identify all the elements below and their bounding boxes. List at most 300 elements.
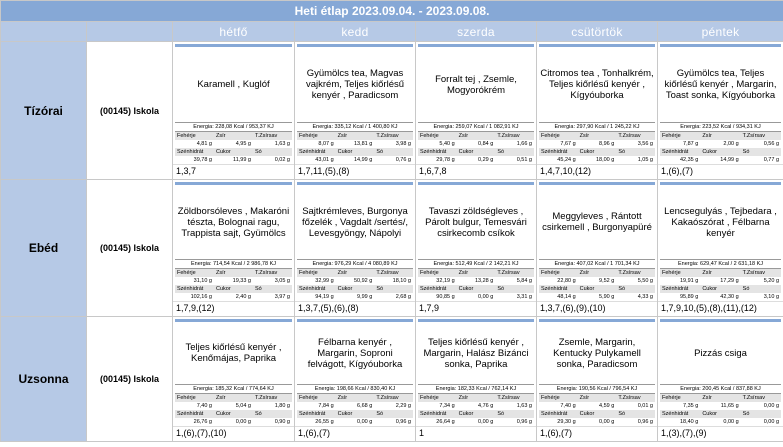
meal-row <box>1 317 783 442</box>
dish-name: Sajtkrémleves, Burgonya főzelék , Vagdalt /sertés/, Levesgyöngy, Nápolyi <box>302 205 408 239</box>
sugar-value: 14,99 g <box>353 157 373 163</box>
nutrition-row <box>539 394 655 402</box>
fat-label: Zsír <box>578 269 617 277</box>
nutrition-row <box>175 140 292 148</box>
saturated-fat-value: 5,20 g <box>763 278 780 284</box>
protein-label: Fehérje <box>418 132 457 140</box>
fat-value: 4,95 g <box>235 141 251 147</box>
meal-name: Tízórai <box>1 42 87 180</box>
nutrition-row <box>297 269 413 277</box>
nutrition-row <box>297 285 413 293</box>
allergen-codes: 1,7,9,(12) <box>173 301 294 315</box>
protein-label: Fehérje <box>175 132 214 140</box>
nutrition-row <box>539 418 655 426</box>
nutrition-row <box>660 132 781 140</box>
saturated-fat-value: 5,84 g <box>516 278 532 284</box>
nutrition-row <box>297 293 413 301</box>
salt-value: 2,68 g <box>395 294 411 300</box>
meal-name: Ebéd <box>1 180 87 317</box>
carbohydrate-label: Szénhidrát <box>175 148 214 156</box>
header-blank <box>1 22 87 42</box>
salt-label: Só <box>495 148 534 156</box>
saturated-fat-label: T.Zsírsav <box>374 269 413 277</box>
dish-name: Meggyleves , Rántott csirkemell , Burgonyapüré <box>542 211 652 233</box>
nutrition-row <box>660 402 781 410</box>
nutrition-row <box>418 132 534 140</box>
salt-label: Só <box>616 148 655 156</box>
nutrition-row <box>539 140 655 148</box>
protein-value: 22,80 g <box>557 278 576 284</box>
nutrition-row <box>418 402 534 410</box>
salt-value: 0,00 g <box>763 419 780 425</box>
allergen-codes: 1,4,7,10,(12) <box>537 164 657 178</box>
school-name: (00145) Iskola <box>87 42 173 180</box>
dish-name: Lencsegulyás , Tejbedara , Kakaószórat , Félbarna kenyér <box>664 205 777 239</box>
sugar-value: 0,00 g <box>357 419 373 425</box>
energy-value: Energia: 714,54 Kcal / 2 986,78 KJ <box>175 259 292 269</box>
dish-name: Karamell , Kuglóf <box>197 79 270 90</box>
menu-cell <box>537 317 658 442</box>
sugar-label: Cukor <box>214 148 253 156</box>
carbohydrate-label: Szénhidrát <box>418 148 457 156</box>
sugar-label: Cukor <box>700 148 740 156</box>
salt-value: 0,76 g <box>395 157 411 163</box>
allergen-codes: 1,6,7,8 <box>416 164 536 178</box>
salt-value: 0,02 g <box>274 157 290 163</box>
sugar-value: 2,40 g <box>235 294 251 300</box>
nutrition-row <box>660 140 781 148</box>
nutrition-row <box>175 418 292 426</box>
sugar-label: Cukor <box>214 410 253 418</box>
fat-value: 11,65 g <box>720 403 739 409</box>
nutrition-row <box>539 277 655 285</box>
fat-value: 4,76 g <box>478 403 494 409</box>
carbohydrate-label: Szénhidrát <box>175 410 214 418</box>
carbohydrate-value: 102,16 g <box>190 294 212 300</box>
nutrition-table <box>175 132 292 164</box>
dish-name: Gyümölcs tea, Magvas vajkrém, Teljes kiőrlésű kenyér , Paradicsom <box>305 68 405 101</box>
nutrition-row <box>660 293 781 301</box>
nutrition-row <box>539 410 655 418</box>
nutrition-table <box>418 132 534 164</box>
sugar-value: 5,90 g <box>599 294 615 300</box>
nutrition-row <box>175 277 292 285</box>
carbohydrate-label: Szénhidrát <box>175 285 214 293</box>
nutrition-table <box>175 394 292 426</box>
carbohydrate-value: 26,64 g <box>436 419 455 425</box>
menu-title: Heti étlap 2023.09.04. - 2023.09.08. <box>1 1 783 22</box>
saturated-fat-value: 2,29 g <box>395 403 411 409</box>
dish-name: Pizzás csiga <box>694 347 747 359</box>
salt-label: Só <box>616 285 655 293</box>
energy-value: Energia: 335,12 Kcal / 1 400,80 KJ <box>297 122 413 132</box>
nutrition-row <box>418 148 534 156</box>
sugar-label: Cukor <box>578 410 617 418</box>
menu-cell <box>416 317 537 442</box>
salt-value: 0,96 g <box>516 419 532 425</box>
carbohydrate-label: Szénhidrát <box>539 148 578 156</box>
carbohydrate-value: 29,78 g <box>436 157 455 163</box>
header-blank <box>87 22 173 42</box>
nutrition-row <box>418 418 534 426</box>
nutrition-table <box>297 394 413 426</box>
salt-value: 1,05 g <box>637 157 653 163</box>
dish-name: Tavaszi zöldségleves , Párolt bulgur, Temesvári csirkecomb csíkok <box>425 205 527 239</box>
menu-cell-content <box>416 317 536 441</box>
carbohydrate-label: Szénhidrát <box>539 410 578 418</box>
salt-value: 0,96 g <box>637 419 653 425</box>
dish-name: Gyümölcs tea, Teljes kiőrlésű kenyér , Margarin, Toast sonka, Kígyóuborka <box>664 68 777 101</box>
saturated-fat-label: T.Zsírsav <box>741 269 781 277</box>
nutrition-row <box>539 156 655 164</box>
nutrition-row <box>539 402 655 410</box>
sugar-value: 9,99 g <box>357 294 373 300</box>
protein-value: 7,87 g <box>683 141 699 147</box>
sugar-value: 14,99 g <box>720 157 739 163</box>
energy-value: Energia: 259,07 Kcal / 1 082,91 KJ <box>418 122 534 132</box>
dish-name: Zsemle, Margarin, Kentucky Pulykamell sonka, Paradicsom <box>553 336 641 370</box>
sugar-label: Cukor <box>336 148 375 156</box>
allergen-codes: 1,7,9 <box>416 301 536 315</box>
carbohydrate-value: 94,19 g <box>315 294 334 300</box>
fat-label: Zsír <box>457 269 496 277</box>
salt-value: 3,10 g <box>763 294 780 300</box>
day-header-friday: péntek <box>658 22 783 42</box>
protein-label: Fehérje <box>539 394 578 402</box>
nutrition-table <box>418 394 534 426</box>
saturated-fat-value: 1,63 g <box>274 141 290 147</box>
allergen-codes: 1,(3),(7),(9) <box>658 426 783 440</box>
nutrition-row <box>660 148 781 156</box>
carbohydrate-value: 43,01 g <box>315 157 334 163</box>
carbohydrate-label: Szénhidrát <box>660 410 700 418</box>
fat-label: Zsír <box>214 132 253 140</box>
energy-value: Energia: 223,52 Kcal / 934,31 KJ <box>660 122 781 132</box>
fat-label: Zsír <box>578 132 617 140</box>
nutrition-table <box>175 269 292 301</box>
protein-value: 31,10 g <box>193 278 212 284</box>
nutrition-table <box>660 269 781 301</box>
saturated-fat-label: T.Zsírsav <box>374 394 413 402</box>
allergen-codes: 1,7,9,10,(5),(8),(11),(12) <box>658 301 783 315</box>
menu-cell <box>658 317 783 442</box>
protein-value: 5,40 g <box>439 141 455 147</box>
menu-cell <box>658 180 783 317</box>
saturated-fat-value: 5,50 g <box>637 278 653 284</box>
energy-value: Energia: 228,08 Kcal / 953,37 KJ <box>175 122 292 132</box>
nutrition-row <box>297 418 413 426</box>
fat-label: Zsír <box>214 394 253 402</box>
sugar-value: 18,00 g <box>595 157 615 163</box>
fat-value: 17,29 g <box>720 278 739 284</box>
protein-label: Fehérje <box>539 132 578 140</box>
nutrition-row <box>539 285 655 293</box>
nutrition-table <box>418 269 534 301</box>
menu-cell-content <box>295 317 415 441</box>
sugar-value: 0,00 g <box>478 419 494 425</box>
fat-value: 6,68 g <box>357 403 373 409</box>
dish-name: Teljes kiőrlésű kenyér , Margarin, Halász Bizánci sonka, Paprika <box>423 336 529 370</box>
salt-label: Só <box>374 148 413 156</box>
fat-value: 0,84 g <box>478 141 494 147</box>
day-header-tuesday: kedd <box>295 22 416 42</box>
fat-label: Zsír <box>336 269 375 277</box>
protein-label: Fehérje <box>297 269 336 277</box>
menu-cell <box>658 42 783 180</box>
fat-label: Zsír <box>700 132 740 140</box>
nutrition-row <box>297 410 413 418</box>
salt-label: Só <box>374 410 413 418</box>
menu-cell <box>416 180 537 317</box>
carbohydrate-label: Szénhidrát <box>660 148 700 156</box>
salt-label: Só <box>741 285 781 293</box>
carbohydrate-label: Szénhidrát <box>418 285 457 293</box>
meal-name: Uzsonna <box>1 317 87 442</box>
nutrition-row <box>175 156 292 164</box>
energy-value: Energia: 629,47 Kcal / 2 631,18 KJ <box>660 259 781 269</box>
menu-cell-content <box>658 180 783 316</box>
carbohydrate-value: 90,85 g <box>436 294 455 300</box>
nutrition-row <box>175 132 292 140</box>
saturated-fat-value: 3,05 g <box>274 278 290 284</box>
salt-value: 0,77 g <box>763 157 780 163</box>
nutrition-row <box>175 402 292 410</box>
nutrition-row <box>418 293 534 301</box>
dish-name: Félbarna kenyér , Margarin, Soproni felvágott, Kígyóuborka <box>307 336 403 370</box>
day-header-monday: hétfő <box>173 22 295 42</box>
allergen-codes: 1,3,7 <box>173 164 294 178</box>
energy-value: Energia: 182,33 Kcal / 762,14 KJ <box>418 384 534 394</box>
day-header-thursday: csütörtök <box>537 22 658 42</box>
nutrition-row <box>297 140 413 148</box>
sugar-label: Cukor <box>700 410 740 418</box>
fat-label: Zsír <box>578 394 617 402</box>
energy-value: Energia: 297,90 Kcal / 1 245,22 KJ <box>539 122 655 132</box>
protein-value: 32,99 g <box>315 278 334 284</box>
protein-label: Fehérje <box>175 269 214 277</box>
nutrition-row <box>297 156 413 164</box>
salt-label: Só <box>253 410 292 418</box>
nutrition-row <box>660 156 781 164</box>
menu-cell <box>537 180 658 317</box>
nutrition-table <box>539 394 655 426</box>
menu-cell-content <box>658 42 783 179</box>
nutrition-row <box>660 418 781 426</box>
allergen-codes: 1,(6),(7) <box>658 164 783 178</box>
energy-value: Energia: 976,29 Kcal / 4 080,89 KJ <box>297 259 413 269</box>
salt-label: Só <box>374 285 413 293</box>
carbohydrate-label: Szénhidrát <box>660 285 700 293</box>
saturated-fat-label: T.Zsírsav <box>253 269 292 277</box>
menu-cell <box>295 42 416 180</box>
salt-value: 3,31 g <box>516 294 532 300</box>
energy-value: Energia: 190,56 Kcal / 796,54 KJ <box>539 384 655 394</box>
nutrition-table <box>539 132 655 164</box>
fat-value: 8,96 g <box>599 141 615 147</box>
protein-value: 7,34 g <box>439 403 455 409</box>
sugar-label: Cukor <box>336 410 375 418</box>
allergen-codes: 1,7,11,(5),(8) <box>295 164 415 178</box>
fat-value: 2,00 g <box>723 141 739 147</box>
nutrition-row <box>297 277 413 285</box>
salt-label: Só <box>253 285 292 293</box>
sugar-label: Cukor <box>578 285 617 293</box>
nutrition-row <box>539 132 655 140</box>
fat-label: Zsír <box>336 132 375 140</box>
menu-cell <box>295 180 416 317</box>
saturated-fat-label: T.Zsírsav <box>741 132 781 140</box>
energy-value: Energia: 407,02 Kcal / 1 701,34 KJ <box>539 259 655 269</box>
sugar-label: Cukor <box>214 285 253 293</box>
sugar-label: Cukor <box>578 148 617 156</box>
protein-value: 7,35 g <box>683 403 699 409</box>
nutrition-row <box>539 148 655 156</box>
carbohydrate-label: Szénhidrát <box>297 285 336 293</box>
saturated-fat-label: T.Zsírsav <box>495 394 534 402</box>
saturated-fat-value: 1,66 g <box>516 141 532 147</box>
protein-label: Fehérje <box>418 394 457 402</box>
meal-row <box>1 42 783 180</box>
sugar-value: 0,00 g <box>235 419 251 425</box>
fat-value: 9,52 g <box>599 278 615 284</box>
menu-cell-content <box>173 42 294 179</box>
fat-value: 13,28 g <box>474 278 494 284</box>
salt-label: Só <box>495 410 534 418</box>
menu-cell-content <box>537 180 657 316</box>
nutrition-row <box>418 269 534 277</box>
carbohydrate-value: 45,24 g <box>557 157 576 163</box>
nutrition-table <box>539 269 655 301</box>
energy-value: Energia: 512,49 Kcal / 2 142,21 KJ <box>418 259 534 269</box>
menu-cell-content <box>173 180 294 316</box>
nutrition-row <box>418 410 534 418</box>
salt-label: Só <box>495 285 534 293</box>
sugar-value: 42,30 g <box>720 294 739 300</box>
menu-cell-content <box>295 42 415 179</box>
nutrition-row <box>175 148 292 156</box>
sugar-label: Cukor <box>457 148 496 156</box>
protein-label: Fehérje <box>660 269 700 277</box>
meal-row <box>1 180 783 317</box>
salt-value: 0,51 g <box>516 157 532 163</box>
fat-label: Zsír <box>457 132 496 140</box>
nutrition-row <box>297 402 413 410</box>
nutrition-row <box>539 269 655 277</box>
saturated-fat-label: T.Zsírsav <box>495 269 534 277</box>
sugar-label: Cukor <box>336 285 375 293</box>
protein-value: 7,40 g <box>196 403 212 409</box>
nutrition-table <box>297 269 413 301</box>
menu-cell <box>173 317 295 442</box>
carbohydrate-value: 18,40 g <box>679 419 699 425</box>
nutrition-row <box>418 140 534 148</box>
nutrition-row <box>297 394 413 402</box>
carbohydrate-value: 26,55 g <box>315 419 334 425</box>
saturated-fat-value: 3,56 g <box>637 141 653 147</box>
fat-label: Zsír <box>336 394 375 402</box>
sugar-value: 0,00 g <box>599 419 615 425</box>
carbohydrate-label: Szénhidrát <box>297 148 336 156</box>
menu-cell-content <box>537 42 657 179</box>
menu-cell <box>295 317 416 442</box>
protein-label: Fehérje <box>539 269 578 277</box>
nutrition-row <box>418 156 534 164</box>
dish-name: Forralt tej , Zsemle, Mogyorókrém <box>435 73 517 96</box>
nutrition-row <box>660 285 781 293</box>
fat-label: Zsír <box>214 269 253 277</box>
carbohydrate-value: 95,89 g <box>679 294 699 300</box>
nutrition-table <box>660 132 781 164</box>
saturated-fat-value: 18,10 g <box>392 278 411 284</box>
menu-cell <box>173 42 295 180</box>
allergen-codes: 1 <box>416 426 536 440</box>
day-header-wednesday: szerda <box>416 22 537 42</box>
energy-value: Energia: 185,32 Kcal / 774,64 KJ <box>175 384 292 394</box>
protein-value: 19,91 g <box>679 278 699 284</box>
fat-value: 5,04 g <box>235 403 251 409</box>
salt-label: Só <box>741 410 781 418</box>
carbohydrate-label: Szénhidrát <box>418 410 457 418</box>
allergen-codes: 1,3,7,(6),(9),(10) <box>537 301 657 315</box>
nutrition-row <box>175 410 292 418</box>
protein-value: 4,81 g <box>196 141 212 147</box>
protein-label: Fehérje <box>297 394 336 402</box>
nutrition-table <box>297 132 413 164</box>
carbohydrate-value: 39,78 g <box>193 157 212 163</box>
menu-cell-content <box>537 317 657 441</box>
salt-value: 0,90 g <box>274 419 290 425</box>
protein-label: Fehérje <box>660 394 700 402</box>
nutrition-row <box>175 394 292 402</box>
dish-name: Citromos tea , Tonhalkrém, Teljes kiőrlésű kenyér , Kígyóuborka <box>540 68 654 101</box>
salt-label: Só <box>616 410 655 418</box>
nutrition-row <box>660 410 781 418</box>
carbohydrate-value: 42,35 g <box>679 157 699 163</box>
saturated-fat-value: 0,56 g <box>763 141 780 147</box>
fat-label: Zsír <box>700 269 740 277</box>
protein-label: Fehérje <box>660 132 700 140</box>
menu-cell-content <box>416 42 536 179</box>
nutrition-row <box>660 394 781 402</box>
nutrition-row <box>660 277 781 285</box>
nutrition-row <box>175 293 292 301</box>
saturated-fat-label: T.Zsírsav <box>374 132 413 140</box>
protein-value: 7,40 g <box>560 403 576 409</box>
menu-cell-content <box>295 180 415 316</box>
allergen-codes: 1,(6),(7),(10) <box>173 426 294 440</box>
saturated-fat-label: T.Zsírsav <box>616 269 655 277</box>
saturated-fat-label: T.Zsírsav <box>741 394 781 402</box>
carbohydrate-value: 29,30 g <box>557 419 576 425</box>
nutrition-row <box>418 277 534 285</box>
nutrition-row <box>297 148 413 156</box>
sugar-label: Cukor <box>700 285 740 293</box>
sugar-value: 0,00 g <box>478 294 494 300</box>
protein-value: 7,67 g <box>560 141 576 147</box>
salt-value: 4,33 g <box>637 294 653 300</box>
fat-label: Zsír <box>700 394 740 402</box>
allergen-codes: 1,(6),(7) <box>537 426 657 440</box>
saturated-fat-label: T.Zsírsav <box>616 132 655 140</box>
protein-label: Fehérje <box>297 132 336 140</box>
protein-label: Fehérje <box>175 394 214 402</box>
carbohydrate-value: 26,76 g <box>193 419 212 425</box>
saturated-fat-value: 0,00 g <box>763 403 780 409</box>
salt-label: Só <box>253 148 292 156</box>
saturated-fat-label: T.Zsírsav <box>495 132 534 140</box>
sugar-label: Cukor <box>457 285 496 293</box>
protein-value: 8,07 g <box>318 141 334 147</box>
